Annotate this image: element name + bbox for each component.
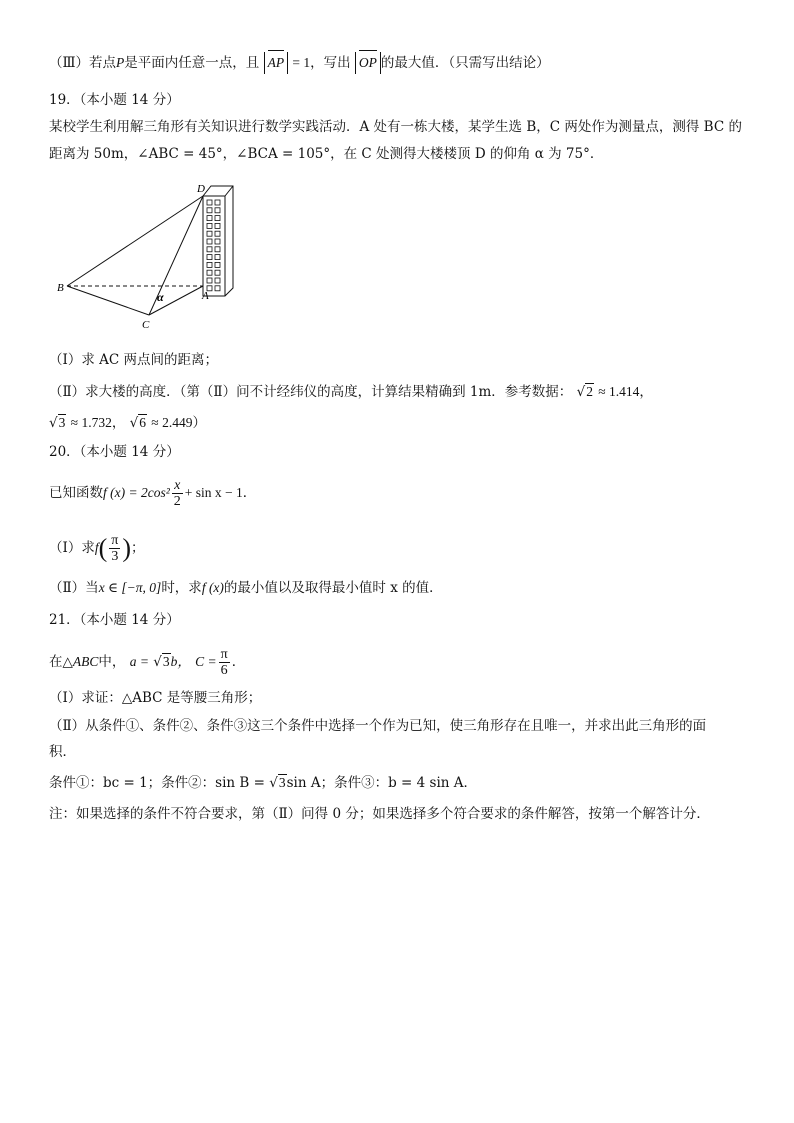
label-b: B [57, 282, 64, 294]
fraction-x-over-2: $\frac{x}{2}$ [173, 478, 181, 509]
sqrt-3: 3 [58, 415, 66, 430]
q21-part2-line2: 积． [49, 744, 76, 760]
q20-part1: （Ⅰ）求f( $\frac{\pi}{3}$ )； [49, 533, 145, 564]
q21-part2-line1: （Ⅱ）从条件①、条件②、条件③这三个条件中选择一个作为已知，使三角形存在且唯一，并求出此三角形的面 [49, 718, 707, 734]
label-d: D [197, 183, 205, 195]
q19-intro-line1: 某校学生利用解三角形有关知识进行数学实践活动．A 处有一栋大楼，某学生选 B，C 两处作为测量点，测得 BC 的 [49, 119, 742, 135]
q19-part2-line2: √3 ≈ 1.732， √6 ≈ 2.449） [49, 415, 206, 431]
q18-part3-prefix: （Ⅲ）若点 [49, 55, 117, 71]
q21-conditions: 条件①：bc = 1；条件②：sin B = √3sin A；条件③：b = 4 sin A． [49, 775, 477, 791]
q18-part3-mid: 是平面内任意一点，且 [124, 55, 260, 71]
fraction-pi-over-3: $\frac{\pi}{3}$ [111, 533, 119, 564]
q20-function: 已知函数f (x) = 2cos² $\frac{x}{2}$ + sin x − 1． [49, 478, 257, 509]
q18-part3-eq: = 1，写出 [292, 55, 351, 70]
fraction-pi-over-6: $\frac{\pi}{6}$ [220, 647, 228, 678]
q19-header: 19．（本小题 14 分） [49, 92, 180, 108]
q18-part3-suffix: 的最大值．（只需写出结论） [380, 55, 550, 71]
q19-part1: （Ⅰ）求 AC 两点间的距离； [49, 352, 218, 368]
q20-header: 20．（本小题 14 分） [49, 444, 180, 460]
vector-op-magnitude: OP [355, 52, 381, 74]
q20-part2: （Ⅱ）当x ∈ [−π, 0]时，求f (x)的最小值以及取得最小值时 x 的值． [49, 580, 443, 596]
building-measurement-figure [55, 178, 245, 333]
q18-part3-line [49, 52, 550, 74]
q21-given: 在△ABC中， a = √3b， C = $\frac{\pi}{6}$ ． [49, 647, 246, 678]
sqrt-6: 6 [139, 415, 146, 430]
q21-note: 注：如果选择的条件不符合要求，第（Ⅱ）问得 0 分；如果选择多个符合要求的条件解答，按第一个解答计分． [49, 806, 710, 822]
label-a: A [202, 290, 209, 302]
q21-part1: （Ⅰ）求证：△ABC 是等腰三角形； [49, 690, 262, 706]
vector-ap-magnitude: AP [264, 52, 289, 74]
sqrt-2: 2 [586, 384, 593, 399]
point-p: P [116, 55, 125, 70]
label-c: C [142, 319, 150, 331]
q19-intro-line2: 距离为 50m，∠ABC = 45°，∠BCA = 105°，在 C 处测得大楼楼顶 D 的仰角 α 为 75°． [49, 146, 604, 162]
q21-header: 21．（本小题 14 分） [49, 612, 180, 628]
label-alpha: α [157, 290, 164, 304]
q19-part2-line1: （Ⅱ）求大楼的高度．（第（Ⅱ）问不计经纬仪的高度，计算结果精确到 1m．参考数据： √2 ≈ 1.414， [49, 384, 653, 400]
